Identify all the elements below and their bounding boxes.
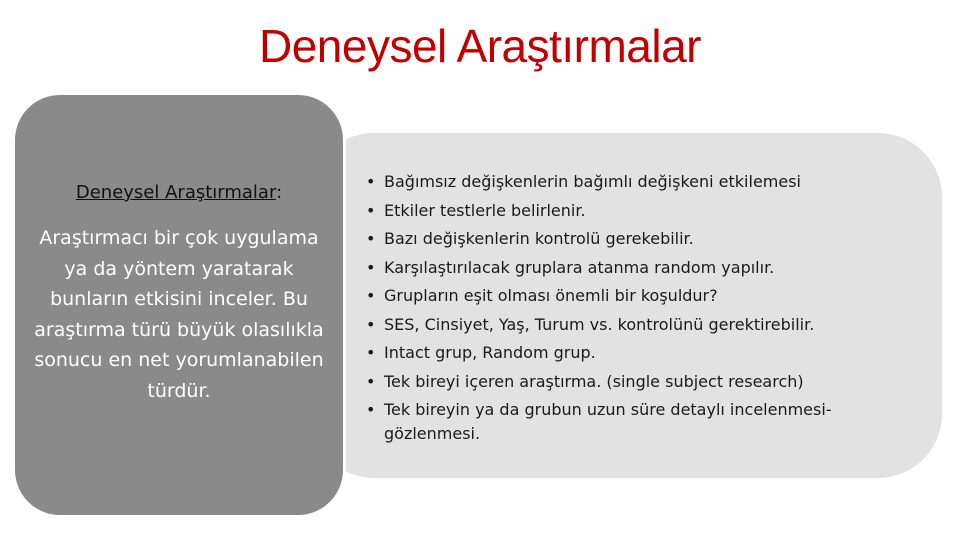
bullet-text: Intact grup, Random grup. <box>384 343 596 362</box>
bullet-item <box>366 254 926 283</box>
bullet-item <box>366 311 926 340</box>
bullet-item <box>366 368 926 397</box>
bullet-dot: • <box>366 343 376 362</box>
bullet-dot: • <box>366 371 376 391</box>
bullet-dot: • <box>366 286 376 305</box>
bullet-text: Karşılaştırılacak gruplara atanma random yapılır. <box>384 257 775 277</box>
bullet-text: Bağımsız değişkenlerin bağımlı değişkeni etkilemesi <box>384 172 801 191</box>
bullet-dot: • <box>366 229 376 248</box>
bullet-item <box>366 396 926 449</box>
bullet-dot: • <box>366 172 376 191</box>
bullet-item <box>366 339 926 368</box>
bullet-item <box>366 197 926 226</box>
left-panel-heading-suffix: : <box>276 182 283 203</box>
bullet-item <box>366 225 926 254</box>
slide-title: Deneysel Araştırmalar <box>259 20 701 72</box>
left-panel-heading-text: Deneysel Araştırmalar <box>75 182 277 203</box>
bullet-list <box>366 168 926 449</box>
bullet-dot: • <box>366 400 376 419</box>
bullet-text: Etkiler testlerle belirlenir. <box>384 200 586 220</box>
left-panel-body: Araştırmacı bir çok uygulama ya da yöntem yaratarak bunların etkisini inceler. Bu araştırma türü büyük olasılıkla sonucu en net yorumlanabilen türdür. <box>34 227 324 402</box>
bullet-text: SES, Cinsiyet, Yaş, Turum vs. kontrolünü gerektirebilir. <box>384 314 815 334</box>
bullet-dot: • <box>366 257 376 277</box>
bullet-item <box>366 282 926 311</box>
bullet-text: Bazı değişkenlerin kontrolü gerekebilir. <box>384 229 694 248</box>
left-panel <box>12 92 346 518</box>
left-panel-content <box>15 181 343 406</box>
bullet-text: Grupların eşit olması önemli bir koşuldur? <box>384 286 718 305</box>
bullet-dot: • <box>366 200 376 220</box>
left-panel-heading <box>15 181 343 205</box>
bullet-dot: • <box>366 314 376 334</box>
bullet-text: Tek bireyi içeren araştırma. (single subject research) <box>384 371 804 391</box>
bullet-text: Tek bireyin ya da grubun uzun süre detaylı incelenmesi-gözlenmesi. <box>384 400 832 443</box>
bullet-item <box>366 168 926 197</box>
